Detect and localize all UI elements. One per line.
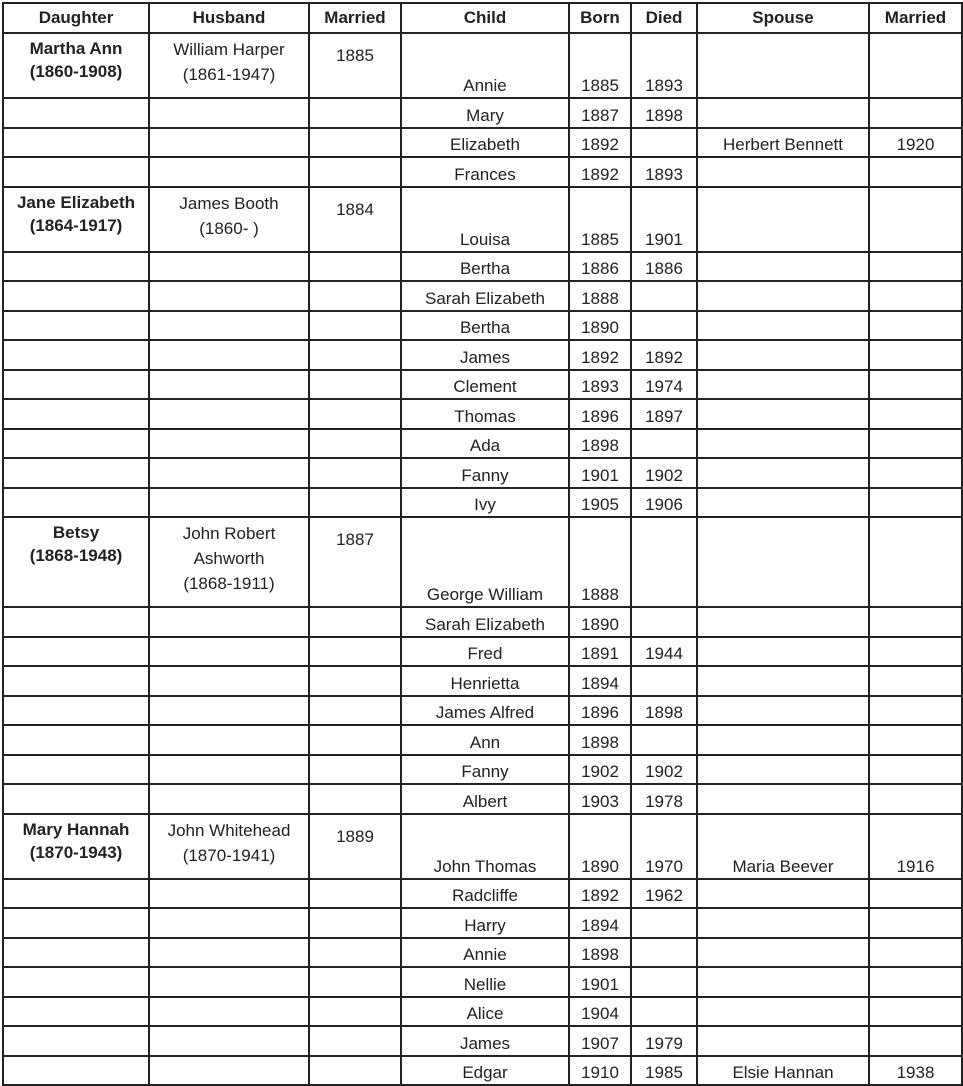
husband-cell [149, 33, 309, 98]
born-cell: 1896 [569, 399, 631, 429]
table-row [3, 33, 962, 98]
born-cell: 1902 [569, 755, 631, 785]
born-cell: 1901 [569, 458, 631, 488]
table-row [3, 1056, 962, 1086]
spouse-cell [697, 429, 869, 459]
table-row [3, 399, 962, 429]
born-cell: 1907 [569, 1026, 631, 1056]
spouse-cell: Herbert Bennett [697, 128, 869, 158]
husband-cell [149, 429, 309, 459]
husband-cell [149, 370, 309, 400]
spouse-cell [697, 370, 869, 400]
spouse-married-cell [869, 666, 962, 696]
header-born: Born [569, 3, 631, 33]
table-row [3, 784, 962, 814]
spouse-married-cell [869, 637, 962, 667]
table-row [3, 967, 962, 997]
spouse-married-cell [869, 607, 962, 637]
born-cell: 1890 [569, 311, 631, 341]
died-cell [631, 517, 697, 607]
husband-cell [149, 1056, 309, 1086]
daughter-cell [3, 488, 149, 518]
daughter-cell [3, 879, 149, 909]
married-cell [309, 725, 401, 755]
spouse-married-cell [869, 967, 962, 997]
died-cell: 1974 [631, 370, 697, 400]
daughter-cell [3, 1026, 149, 1056]
spouse-married-cell [869, 938, 962, 968]
married-cell [309, 1056, 401, 1086]
died-cell [631, 429, 697, 459]
table-row [3, 187, 962, 252]
daughter-cell [3, 311, 149, 341]
died-cell [631, 311, 697, 341]
died-cell: 1970 [631, 814, 697, 879]
born-cell: 1898 [569, 725, 631, 755]
spouse-married-cell [869, 370, 962, 400]
married-cell [309, 281, 401, 311]
married-cell [309, 340, 401, 370]
died-cell: 1893 [631, 33, 697, 98]
header-husband: Husband [149, 3, 309, 33]
married-cell [309, 784, 401, 814]
died-cell: 1979 [631, 1026, 697, 1056]
spouse-married-cell [869, 187, 962, 252]
died-cell: 1897 [631, 399, 697, 429]
daughter-years: (1868-1948) [29, 546, 123, 565]
died-cell [631, 607, 697, 637]
table-row [3, 725, 962, 755]
daughter-cell [3, 33, 149, 98]
daughter-cell [3, 666, 149, 696]
daughter-cell [3, 607, 149, 637]
spouse-cell [697, 666, 869, 696]
died-cell: 1893 [631, 157, 697, 187]
child-cell: Henrietta [401, 666, 569, 696]
born-cell: 1891 [569, 637, 631, 667]
child-cell: Mary [401, 98, 569, 128]
spouse-married-cell [869, 755, 962, 785]
spouse-cell [697, 399, 869, 429]
spouse-married-cell [869, 879, 962, 909]
daughter-name: Jane Elizabeth [16, 192, 136, 212]
husband-name-line2: Ashworth [193, 549, 265, 568]
married-cell [309, 311, 401, 341]
died-cell [631, 666, 697, 696]
table-row [3, 311, 962, 341]
child-cell: James [401, 340, 569, 370]
child-cell: Louisa [401, 187, 569, 252]
table-row [3, 637, 962, 667]
married-cell [309, 755, 401, 785]
married-cell [309, 938, 401, 968]
child-cell: Nellie [401, 967, 569, 997]
husband-cell [149, 517, 309, 607]
spouse-cell [697, 98, 869, 128]
spouse-married-cell [869, 157, 962, 187]
married-cell [309, 666, 401, 696]
married-cell [309, 1026, 401, 1056]
table-row [3, 666, 962, 696]
spouse-cell [697, 784, 869, 814]
husband-years: (1870-1941) [182, 845, 276, 865]
spouse-married-cell [869, 784, 962, 814]
daughter-cell [3, 814, 149, 879]
child-cell: Alice [401, 997, 569, 1027]
table-row [3, 1026, 962, 1056]
table-row [3, 997, 962, 1027]
table-row [3, 128, 962, 158]
married-cell [309, 607, 401, 637]
header-child: Child [401, 3, 569, 33]
husband-name: John Whitehead [167, 820, 291, 840]
husband-cell [149, 879, 309, 909]
spouse-cell [697, 725, 869, 755]
spouse-married-cell [869, 399, 962, 429]
daughter-cell [3, 128, 149, 158]
husband-cell [149, 666, 309, 696]
born-cell: 1898 [569, 938, 631, 968]
born-cell: 1905 [569, 488, 631, 518]
daughter-cell [3, 517, 149, 607]
died-cell [631, 128, 697, 158]
died-cell: 1962 [631, 879, 697, 909]
header-married: Married [309, 3, 401, 33]
child-cell: George William [401, 517, 569, 607]
child-cell: Fanny [401, 755, 569, 785]
child-cell: Radcliffe [401, 879, 569, 909]
died-cell: 1978 [631, 784, 697, 814]
husband-name: James Booth [179, 193, 279, 213]
daughter-cell [3, 157, 149, 187]
child-cell: Sarah Elizabeth [401, 281, 569, 311]
daughter-cell [3, 98, 149, 128]
spouse-cell [697, 997, 869, 1027]
born-cell: 1890 [569, 814, 631, 879]
spouse-cell [697, 1026, 869, 1056]
born-cell: 1894 [569, 908, 631, 938]
child-cell: Fanny [401, 458, 569, 488]
spouse-cell [697, 908, 869, 938]
died-cell: 1902 [631, 755, 697, 785]
child-cell: Ann [401, 725, 569, 755]
died-cell: 1898 [631, 98, 697, 128]
table-row [3, 458, 962, 488]
husband-name: John Robert [182, 524, 276, 543]
husband-years: (1868-1911) [183, 574, 275, 593]
header-died: Died [631, 3, 697, 33]
spouse-cell: Maria Beever [697, 814, 869, 879]
died-cell [631, 725, 697, 755]
spouse-married-cell [869, 517, 962, 607]
spouse-cell [697, 157, 869, 187]
table-row [3, 488, 962, 518]
died-cell: 1886 [631, 252, 697, 282]
spouse-cell [697, 755, 869, 785]
married-cell [309, 98, 401, 128]
husband-years: (1860- ) [199, 218, 259, 238]
daughter-cell [3, 637, 149, 667]
died-cell: 1944 [631, 637, 697, 667]
died-cell: 1906 [631, 488, 697, 518]
born-cell: 1892 [569, 128, 631, 158]
table-row [3, 908, 962, 938]
spouse-cell [697, 967, 869, 997]
married-cell: 1889 [309, 814, 401, 879]
spouse-married-cell: 1938 [869, 1056, 962, 1086]
died-cell: 1901 [631, 187, 697, 252]
husband-cell [149, 997, 309, 1027]
daughter-cell [3, 187, 149, 252]
married-cell [309, 488, 401, 518]
spouse-married-cell [869, 33, 962, 98]
child-cell: Elizabeth [401, 128, 569, 158]
spouse-cell [697, 187, 869, 252]
spouse-married-cell [869, 908, 962, 938]
born-cell: 1886 [569, 252, 631, 282]
husband-cell [149, 908, 309, 938]
married-cell [309, 696, 401, 726]
died-cell [631, 281, 697, 311]
daughter-cell [3, 429, 149, 459]
table-row [3, 755, 962, 785]
spouse-married-cell [869, 252, 962, 282]
husband-cell [149, 311, 309, 341]
child-cell: Bertha [401, 252, 569, 282]
born-cell: 1892 [569, 879, 631, 909]
family-table [2, 2, 963, 1086]
child-cell: Thomas [401, 399, 569, 429]
child-cell: Annie [401, 938, 569, 968]
header-spouse-married: Married [869, 3, 962, 33]
table-row [3, 607, 962, 637]
spouse-married-cell [869, 725, 962, 755]
child-cell: Harry [401, 908, 569, 938]
table-row [3, 429, 962, 459]
died-cell [631, 938, 697, 968]
husband-cell [149, 784, 309, 814]
married-cell [309, 637, 401, 667]
died-cell [631, 967, 697, 997]
child-cell: Edgar [401, 1056, 569, 1086]
died-cell: 1898 [631, 696, 697, 726]
header-spouse: Spouse [697, 3, 869, 33]
daughter-cell [3, 281, 149, 311]
husband-years: (1861-1947) [182, 65, 276, 84]
husband-cell [149, 399, 309, 429]
daughter-cell [3, 696, 149, 726]
died-cell [631, 908, 697, 938]
table-row [3, 340, 962, 370]
table-row [3, 98, 962, 128]
husband-cell [149, 755, 309, 785]
child-cell: Bertha [401, 311, 569, 341]
husband-cell [149, 128, 309, 158]
married-cell [309, 370, 401, 400]
spouse-cell [697, 637, 869, 667]
husband-cell [149, 607, 309, 637]
daughter-cell [3, 908, 149, 938]
table-row [3, 281, 962, 311]
married-cell [309, 157, 401, 187]
spouse-cell [697, 696, 869, 726]
spouse-married-cell [869, 488, 962, 518]
husband-cell [149, 157, 309, 187]
daughter-cell [3, 938, 149, 968]
daughter-cell [3, 252, 149, 282]
husband-name: William Harper [173, 40, 285, 59]
spouse-married-cell [869, 696, 962, 726]
child-cell: Albert [401, 784, 569, 814]
child-cell: Fred [401, 637, 569, 667]
spouse-married-cell [869, 458, 962, 488]
spouse-cell [697, 488, 869, 518]
born-cell: 1888 [569, 281, 631, 311]
spouse-cell [697, 33, 869, 98]
spouse-married-cell: 1920 [869, 128, 962, 158]
child-cell: Ivy [401, 488, 569, 518]
header-row [3, 3, 962, 33]
born-cell: 1893 [569, 370, 631, 400]
child-cell: John Thomas [401, 814, 569, 879]
married-cell: 1885 [309, 33, 401, 98]
daughter-cell [3, 370, 149, 400]
spouse-married-cell [869, 340, 962, 370]
born-cell: 1901 [569, 967, 631, 997]
header-daughter: Daughter [3, 3, 149, 33]
daughter-cell [3, 725, 149, 755]
child-cell: Clement [401, 370, 569, 400]
husband-cell [149, 967, 309, 997]
spouse-married-cell [869, 281, 962, 311]
daughter-cell [3, 1056, 149, 1086]
spouse-cell [697, 281, 869, 311]
married-cell [309, 429, 401, 459]
daughter-cell [3, 967, 149, 997]
spouse-cell [697, 458, 869, 488]
child-cell: James Alfred [401, 696, 569, 726]
daughter-cell [3, 340, 149, 370]
daughter-cell [3, 458, 149, 488]
child-cell: Frances [401, 157, 569, 187]
married-cell [309, 908, 401, 938]
husband-cell [149, 187, 309, 252]
table-row [3, 696, 962, 726]
table-row [3, 157, 962, 187]
husband-cell [149, 1026, 309, 1056]
born-cell: 1892 [569, 340, 631, 370]
table-row [3, 938, 962, 968]
daughter-years: (1860-1908) [29, 62, 123, 81]
spouse-cell [697, 517, 869, 607]
husband-cell [149, 814, 309, 879]
table-row [3, 814, 962, 879]
spouse-married-cell [869, 429, 962, 459]
daughter-name: Betsy [52, 523, 100, 542]
table-row [3, 370, 962, 400]
married-cell [309, 458, 401, 488]
daughter-cell [3, 399, 149, 429]
died-cell: 1892 [631, 340, 697, 370]
husband-cell [149, 725, 309, 755]
child-cell: Ada [401, 429, 569, 459]
born-cell: 1896 [569, 696, 631, 726]
husband-cell [149, 488, 309, 518]
table-row [3, 517, 962, 607]
child-cell: Sarah Elizabeth [401, 607, 569, 637]
husband-cell [149, 938, 309, 968]
married-cell [309, 879, 401, 909]
husband-cell [149, 252, 309, 282]
daughter-name: Mary Hannah [22, 819, 130, 839]
married-cell: 1884 [309, 187, 401, 252]
daughter-cell [3, 997, 149, 1027]
married-cell [309, 252, 401, 282]
table-body [3, 33, 962, 1085]
born-cell: 1887 [569, 98, 631, 128]
husband-cell [149, 696, 309, 726]
born-cell: 1885 [569, 187, 631, 252]
husband-cell [149, 98, 309, 128]
spouse-cell [697, 607, 869, 637]
table-row [3, 252, 962, 282]
born-cell: 1894 [569, 666, 631, 696]
born-cell: 1903 [569, 784, 631, 814]
husband-cell [149, 281, 309, 311]
child-cell: Annie [401, 33, 569, 98]
born-cell: 1898 [569, 429, 631, 459]
daughter-years: (1870-1943) [29, 842, 123, 862]
born-cell: 1904 [569, 997, 631, 1027]
married-cell: 1887 [309, 517, 401, 607]
husband-cell [149, 458, 309, 488]
married-cell [309, 128, 401, 158]
born-cell: 1885 [569, 33, 631, 98]
child-cell: James [401, 1026, 569, 1056]
died-cell [631, 997, 697, 1027]
daughter-years: (1864-1917) [29, 215, 123, 235]
married-cell [309, 399, 401, 429]
husband-cell [149, 637, 309, 667]
died-cell: 1985 [631, 1056, 697, 1086]
spouse-cell [697, 938, 869, 968]
born-cell: 1890 [569, 607, 631, 637]
spouse-married-cell [869, 997, 962, 1027]
spouse-cell: Elsie Hannan [697, 1056, 869, 1086]
daughter-name: Martha Ann [29, 39, 123, 58]
born-cell: 1910 [569, 1056, 631, 1086]
spouse-cell [697, 340, 869, 370]
daughter-cell [3, 755, 149, 785]
husband-cell [149, 340, 309, 370]
born-cell: 1892 [569, 157, 631, 187]
spouse-cell [697, 879, 869, 909]
table-row [3, 879, 962, 909]
married-cell [309, 997, 401, 1027]
spouse-married-cell [869, 98, 962, 128]
died-cell: 1902 [631, 458, 697, 488]
spouse-married-cell [869, 311, 962, 341]
daughter-cell [3, 784, 149, 814]
spouse-cell [697, 252, 869, 282]
born-cell: 1888 [569, 517, 631, 607]
spouse-married-cell [869, 1026, 962, 1056]
spouse-cell [697, 311, 869, 341]
spouse-married-cell: 1916 [869, 814, 962, 879]
married-cell [309, 967, 401, 997]
